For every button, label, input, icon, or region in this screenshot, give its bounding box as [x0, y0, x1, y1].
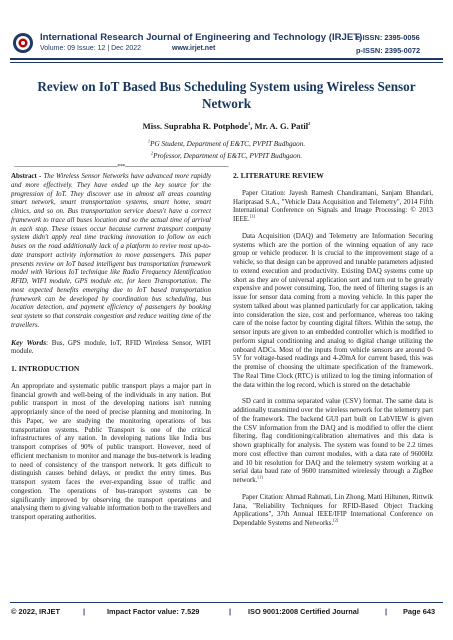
intro-heading: 1. INTRODUCTION	[11, 364, 80, 373]
left-column	[11, 172, 211, 530]
abstract-text: The Wireless Sensor Networks have advanced more rapidly and more effectively. They have ended up the key source for the progression of IoT. They discover use in almost all areas counting smart network, smart transportation systems, smart home, smart clinics, and so on. Bus transportation service doesn't have a correct framework to trace all buses location and so the actual time of arrival in each stop. These issues occur because current transport company system didn't apply real time tracking innovation to follow on each buses on the road additionally lack of a platform to revive most up-to-date transport activity information to move passengers. This paper presents review on IoT based intelligent bus transportation framework model with Various IoT technique like Radio Frequency Identification RFID, WIFI module, GPS module etc. for keen Transportation. The most expected benefits emerging due to IoT based transportation framework can be developed by coordination bus scheduling, bus location detection, and payment efficiency of passengers by booking seat system so that constrain congestion and reduce waiting time of the travellers.	[11, 172, 211, 329]
affiliation-2: $^2$Professor, Department of E&TC, PVPIT Budhgaon.	[150, 150, 303, 160]
intro-paragraph: An appropriate and systematic public transport plays a major part in financial growth and well-being of the individuals in any nation. But public transport in most of the developing nations isn't running appropriately since of the need of precise planning and monitoring. In this Paper, we are studying the monitoring operations of bus transportation systems. Public Transport is one of the critical infrastructures of any nation. In developing nations like India bus transport comprises of 90% of public transport. However, need of efficient mechanism to monitor and manage the bus-network is leading to need of consistency of the transport network. It gets difficult to distinguish causes behind delays, or predict the entry times. Bus transport system faces the ever-expanding issue of traffic and congestion. The operations of bus-transport systems can be significantly improved by observing the transport operations and analysing them to giving valuable information both to the travellers and transport operating authorities.	[11, 381, 211, 521]
journal-website[interactable]: www.irjet.net	[172, 45, 216, 52]
abstract-label: Abstract -	[11, 172, 44, 180]
affiliation-1: $^1$PG Student, Department of E&TC, PVPIT Budhgaon.	[147, 138, 306, 148]
footer-divider: |	[229, 607, 232, 616]
header-rule-top	[10, 58, 443, 60]
section-separator: ---------------------------------------------------------------------***---------------------------------------------------------------------	[14, 164, 229, 170]
volume-issue: Volume: 09 Issue: 12 | Dec 2022	[40, 45, 142, 52]
citation-paragraph-2: Paper Citation: Ahmad Rahmati, Lin Zhong, Matti Hiltunen, Rittwik Jana, "Reliability Techniques for RFID-Based Object Tracking Applications", 37th Annual IEEE/IFIP International Conference on Dependable Systems and Networks.[2]	[233, 492, 433, 527]
intro-body	[11, 382, 211, 522]
keywords-label: Key Words	[11, 337, 47, 347]
footer-rule	[10, 602, 443, 603]
pissn: p-ISSN: 2395-0072	[356, 46, 421, 55]
right-column	[233, 172, 433, 536]
volume-line	[40, 45, 216, 52]
abstract	[11, 172, 211, 330]
footer-impact-factor: Impact Factor value: 7.529	[107, 607, 200, 616]
footer-iso: ISO 9001:2008 Certified Journal	[248, 607, 359, 616]
header-rule-bottom	[10, 62, 443, 63]
irjet-logo	[12, 32, 34, 54]
paper-title: Review on IoT Based Bus Scheduling System using Wireless Sensor Network	[37, 79, 416, 111]
footer-divider: |	[83, 607, 86, 616]
footer-divider: |	[385, 607, 388, 616]
citation-paragraph-1: Paper Citation: Jayesh Ramesh Chandiramani, Sanjam Bhandari, Hariprasad S.A., "Vehicle Data Acquisition and Telemetry", 2014 Fifth International Conference on Signals and Image Processing: © 2013 IEEE.[1]	[233, 188, 433, 223]
keywords-text: : Bus, GPS module, IoT, RFID Wireless Sensor, WIFI module.	[11, 338, 211, 356]
literature-paragraph-2: Data Acquisition (DAQ) and Telemetry are Information Securing systems which are the portion of the winning equation of any race group or vehicle producer. It is crucial to the improvement stage of a vehicle, so that design can be approved and tunable parameters adjusted to extend execution and productivity. Existing DAQ systems come up short as they are of universal application sort and turn out to be greatly expensive and power consuming. Too, the need of filtering stages is an issue for sensor data coming from a moving vehicle. In this paper the system talked about was planned particularly for car application, taking into consideration the size, cost and performance, whereas too taking care of the noise factor by counting digital filters. Within the setup, the sensor inputs are given to an embedded controller which is modified to perform signal conditioning and analog to digital change utilizing the onboard ADCs. Most of the inputs from vehicle sensors are around 0-5V for voltage-based readings and 4-20mA for current based, this was the premise of choosing the ultimate specification of the framework. The Real Time Clock (RTC) is utilized to log the timing information of the data within the log record, which is stored on the detachable	[233, 231, 433, 389]
keywords	[11, 339, 211, 357]
footer-page-number: Page 643	[403, 607, 436, 616]
literature-heading: 2. LITERATURE REVIEW	[233, 171, 324, 180]
paper-authors: Miss. Suprabha R. Potphode$^1$, Mr. A. G. Patil$^2$	[142, 121, 311, 131]
eissn: e-ISSN: 2395-0056	[356, 33, 420, 42]
journal-name: International Research Journal of Engineering and Technology (IRJET)	[40, 32, 363, 43]
literature-paragraph-3: SD card in comma separated value (CSV) format. The same data is additionally transmitted over the wireless network for the telemetry part of the framework. The backend GUI part built on LabVIEW is given the CSV information from the DAQ and is modified to offer the client filtering, flag conditioning/calibration alternatives and this data is shown graphically for analysis. The system was found to be 2.2 times more cost effective than current modules, with a data rate of 9600Hz and 10 bit resolution for DAQ and the telemetry system working at a serial data baud rate of 9600 transmitted wirelessly through a ZigBee network.[1]	[233, 397, 433, 484]
footer-copyright: © 2022, IRJET	[11, 607, 60, 616]
